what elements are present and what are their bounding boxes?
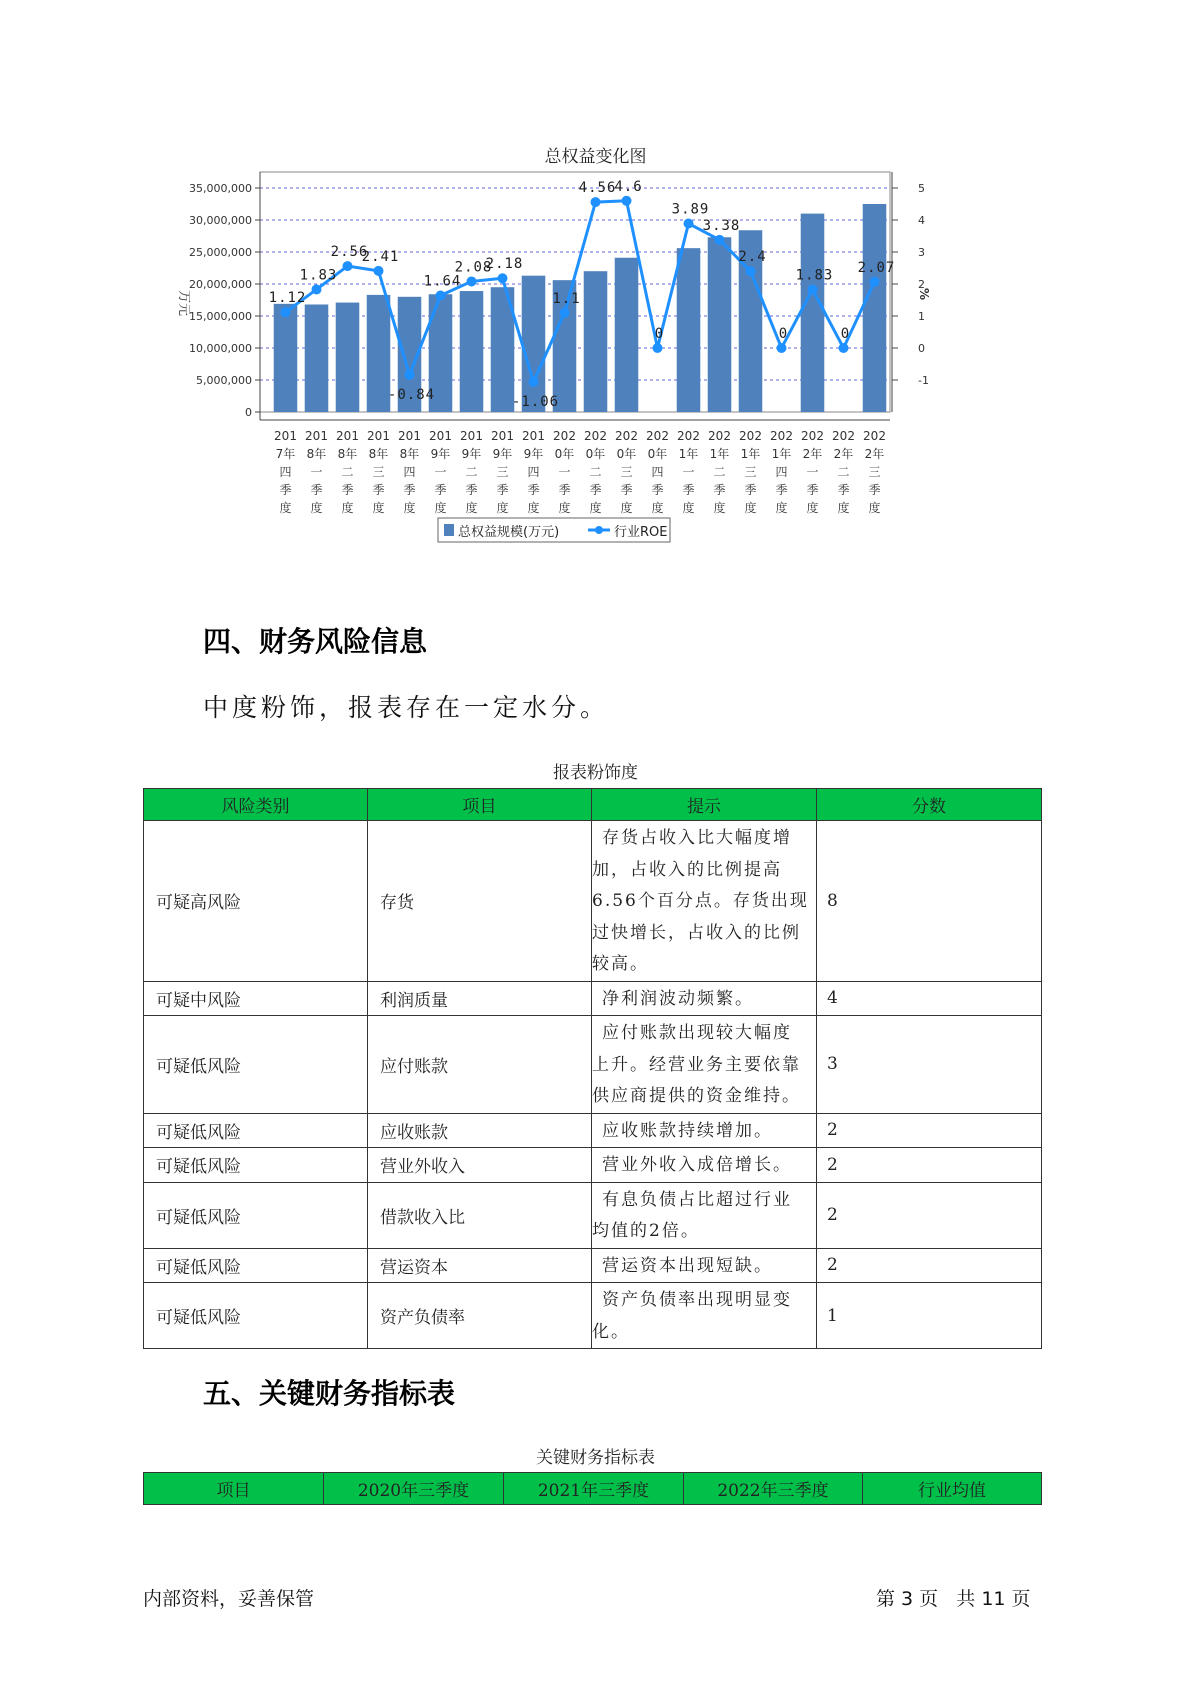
y-tick-label: 25,000,000 <box>189 246 252 259</box>
section5-heading: 五、关键财务指标表 <box>203 1377 456 1410</box>
risk-row <box>144 1248 1042 1283</box>
risk-row <box>144 821 1042 982</box>
x-tick-label: 度 <box>434 501 447 515</box>
y-tick-label: 35,000,000 <box>189 182 252 195</box>
risk-score-cell: 2 <box>817 1148 1042 1183</box>
equity-bar <box>522 276 546 412</box>
x-tick-label: 度 <box>310 501 323 515</box>
equity-bar <box>863 204 887 412</box>
y2-tick-label: 5 <box>918 182 925 195</box>
x-tick-label: 度 <box>527 501 540 515</box>
x-tick-label: 季 <box>806 483 819 497</box>
risk-item-cell: 营运资本 <box>368 1248 592 1283</box>
x-tick-label: 二 <box>465 465 478 479</box>
x-tick-label: 季 <box>434 483 447 497</box>
x-tick-label: 201 <box>429 429 452 443</box>
risk-score-cell: 8 <box>817 821 1042 982</box>
x-tick-label: 2年 <box>833 447 854 461</box>
roe-data-label: 1.12 <box>268 290 307 307</box>
roe-data-label: -1.06 <box>511 393 560 410</box>
x-tick-label: 季 <box>372 483 385 497</box>
x-tick-label: 9年 <box>492 447 513 461</box>
x-tick-label: 季 <box>279 483 292 497</box>
kpi-header-industry-avg: 行业均值 <box>863 1473 1042 1505</box>
risk-category-cell: 可疑低风险 <box>144 1148 368 1183</box>
risk-hint-line: 应付账款出现较大幅度 <box>602 1023 792 1043</box>
x-tick-label: 201 <box>491 429 514 443</box>
risk-row <box>144 981 1042 1016</box>
roe-point <box>405 370 415 380</box>
header-category: 风险类别 <box>144 789 368 821</box>
x-tick-label: 201 <box>398 429 421 443</box>
roe-point <box>870 277 880 287</box>
x-tick-label: 1年 <box>740 447 761 461</box>
section4-heading: 四、财务风险信息 <box>203 625 428 658</box>
equity-bar <box>708 237 732 412</box>
risk-row <box>144 1182 1042 1248</box>
x-tick-label: 202 <box>770 429 793 443</box>
x-tick-label: 202 <box>646 429 669 443</box>
risk-hint-line: 过快增长，占收入的比例 <box>592 922 801 943</box>
x-tick-label: 201 <box>522 429 545 443</box>
risk-hint-line: 供应商提供的资金维持。 <box>592 1086 801 1106</box>
risk-score-cell: 3 <box>817 1016 1042 1114</box>
x-tick-label: 度 <box>589 501 602 515</box>
x-tick-label: 一 <box>310 465 323 479</box>
x-tick-label: 8年 <box>399 447 420 461</box>
roe-point <box>591 197 601 207</box>
legend-bar-swatch <box>444 524 454 536</box>
x-tick-label: 202 <box>615 429 638 443</box>
y2-tick-label: 3 <box>918 246 925 259</box>
equity-bar <box>460 291 484 412</box>
x-tick-label: 季 <box>310 483 323 497</box>
x-tick-label: 三 <box>620 465 633 479</box>
y2-tick-label: 1 <box>918 310 925 323</box>
risk-category-cell: 可疑低风险 <box>144 1248 368 1283</box>
roe-data-label: 1.83 <box>299 267 338 284</box>
header-score: 分数 <box>817 789 1042 821</box>
x-tick-label: 季 <box>465 483 478 497</box>
x-tick-label: 0年 <box>554 447 575 461</box>
x-tick-label: 季 <box>744 483 757 497</box>
risk-score-cell: 2 <box>817 1248 1042 1283</box>
kpi-header-2022q3: 2022年三季度 <box>684 1473 863 1505</box>
x-tick-label: 度 <box>651 501 664 515</box>
x-tick-label: 1年 <box>709 447 730 461</box>
kpi-header-2020q3: 2020年三季度 <box>324 1473 504 1505</box>
risk-hint-line: 净利润波动频繁。 <box>602 988 754 1009</box>
x-tick-label: 二 <box>837 465 850 479</box>
roe-point <box>715 235 725 245</box>
x-tick-label: 三 <box>868 465 881 479</box>
x-tick-label: 202 <box>584 429 607 443</box>
x-tick-label: 季 <box>558 483 571 497</box>
x-tick-label: 二 <box>713 465 726 479</box>
x-tick-label: 202 <box>832 429 855 443</box>
y-tick-label: 0 <box>245 406 252 419</box>
x-tick-label: 四 <box>527 465 540 479</box>
risk-hint-line: 6.56个百分点。存货出现 <box>592 891 809 911</box>
risk-summary: 中度粉饰，报表存在一定水分。 <box>203 693 610 722</box>
x-tick-label: 一 <box>806 465 819 479</box>
roe-data-label: 2.4 <box>738 249 767 266</box>
x-tick-label: 202 <box>677 429 700 443</box>
risk-hint-cell <box>592 1113 817 1148</box>
risk-category-cell: 可疑中风险 <box>144 981 368 1016</box>
x-tick-label: 四 <box>279 465 292 479</box>
x-tick-label: 度 <box>775 501 788 515</box>
kpi-header-2021q3: 2021年三季度 <box>504 1473 684 1505</box>
risk-hint-cell <box>592 821 817 982</box>
x-tick-label: 季 <box>775 483 788 497</box>
x-tick-label: 季 <box>527 483 540 497</box>
x-tick-label: 9年 <box>523 447 544 461</box>
x-tick-label: 201 <box>367 429 390 443</box>
risk-category-cell: 可疑低风险 <box>144 1182 368 1248</box>
y-tick-label: 5,000,000 <box>196 374 252 387</box>
x-tick-label: 2年 <box>802 447 823 461</box>
roe-data-label: 1.83 <box>795 267 834 284</box>
y-tick-label: 30,000,000 <box>189 214 252 227</box>
risk-hint-cell <box>592 1016 817 1114</box>
risk-item-cell: 营业外收入 <box>368 1148 592 1183</box>
x-tick-label: 1年 <box>771 447 792 461</box>
legend-line-marker <box>595 526 603 534</box>
x-tick-label: 0年 <box>585 447 606 461</box>
roe-point <box>467 276 477 286</box>
roe-data-label: 2.56 <box>330 244 369 261</box>
risk-item-cell: 借款收入比 <box>368 1182 592 1248</box>
x-tick-label: 三 <box>744 465 757 479</box>
x-tick-label: 度 <box>403 501 416 515</box>
risk-category-cell: 可疑低风险 <box>144 1283 368 1349</box>
roe-point <box>529 377 539 387</box>
risk-hint-line: 营业外收入成倍增长。 <box>602 1155 792 1175</box>
roe-point <box>560 308 570 318</box>
x-tick-label: 202 <box>801 429 824 443</box>
roe-data-label: 3.89 <box>671 201 710 218</box>
roe-data-label: 3.38 <box>702 217 741 234</box>
risk-category-cell: 可疑低风险 <box>144 1113 368 1148</box>
x-tick-label: 四 <box>775 465 788 479</box>
x-tick-label: 202 <box>863 429 886 443</box>
x-tick-label: 度 <box>372 501 385 515</box>
roe-point <box>281 307 291 317</box>
risk-row <box>144 1016 1042 1114</box>
equity-bar <box>305 304 329 412</box>
equity-bar <box>677 248 701 412</box>
x-tick-label: 202 <box>739 429 762 443</box>
x-tick-label: 度 <box>341 501 354 515</box>
risk-score-cell: 1 <box>817 1283 1042 1349</box>
x-tick-label: 9年 <box>461 447 482 461</box>
x-tick-label: 二 <box>589 465 602 479</box>
risk-row <box>144 1283 1042 1349</box>
risk-table <box>143 788 1042 1349</box>
x-tick-label: 三 <box>372 465 385 479</box>
x-tick-label: 四 <box>403 465 416 479</box>
x-tick-label: 度 <box>837 501 850 515</box>
roe-data-label: 2.41 <box>361 248 400 265</box>
x-tick-label: 202 <box>553 429 576 443</box>
risk-score-cell: 2 <box>817 1113 1042 1148</box>
roe-data-label: 1.1 <box>552 290 581 307</box>
roe-data-label: 2.08 <box>454 259 493 276</box>
x-tick-label: 9年 <box>430 447 451 461</box>
x-tick-label: 201 <box>305 429 328 443</box>
y2-tick-label: 0 <box>918 342 925 355</box>
risk-category-cell: 可疑低风险 <box>144 1016 368 1114</box>
risk-hint-line: 化。 <box>592 1321 630 1342</box>
roe-point <box>498 273 508 283</box>
risk-hint-line: 存货占收入比大幅度增 <box>602 828 792 848</box>
x-tick-label: 0年 <box>647 447 668 461</box>
risk-row <box>144 1148 1042 1183</box>
roe-data-label: 2.18 <box>485 256 524 273</box>
x-tick-label: 季 <box>589 483 602 497</box>
roe-point <box>622 196 632 206</box>
x-tick-label: 7年 <box>275 447 296 461</box>
roe-data-label: 1.64 <box>423 273 462 290</box>
equity-bar <box>367 295 391 412</box>
x-tick-label: 四 <box>651 465 664 479</box>
risk-item-cell: 应付账款 <box>368 1016 592 1114</box>
risk-hint-line: 加，占收入的比例提高 <box>592 859 782 880</box>
y-axis-label: 万元 <box>176 290 191 317</box>
x-tick-label: 季 <box>403 483 416 497</box>
y2-tick-label: 2 <box>918 278 925 291</box>
x-tick-label: 度 <box>744 501 757 515</box>
y2-axis-label: % <box>917 288 931 301</box>
risk-hint-line: 应收账款持续增加。 <box>602 1120 773 1141</box>
legend-line-label: 行业ROE <box>614 525 668 540</box>
x-tick-label: 度 <box>465 501 478 515</box>
roe-point <box>374 266 384 276</box>
x-tick-label: 8年 <box>306 447 327 461</box>
roe-point <box>684 219 694 229</box>
x-tick-label: 一 <box>434 465 447 479</box>
x-tick-label: 季 <box>620 483 633 497</box>
x-tick-label: 0年 <box>616 447 637 461</box>
x-tick-label: 202 <box>708 429 731 443</box>
roe-point <box>653 343 663 353</box>
risk-hint-line: 有息负债占比超过行业 <box>602 1189 792 1210</box>
risk-hint-cell <box>592 981 817 1016</box>
equity-bar <box>801 214 825 412</box>
risk-hint-line: 较高。 <box>592 954 649 974</box>
roe-data-label: 0 <box>654 326 665 342</box>
header-item: 项目 <box>368 789 592 821</box>
x-tick-label: 季 <box>682 483 695 497</box>
risk-hint-line: 营运资本出现短缺。 <box>602 1255 773 1276</box>
risk-score-cell: 2 <box>817 1182 1042 1248</box>
x-tick-label: 三 <box>496 465 509 479</box>
x-tick-label: 度 <box>279 501 292 515</box>
roe-data-label: 2.07 <box>857 259 896 276</box>
kpi-table-caption: 关键财务指标表 <box>536 1448 655 1468</box>
equity-bar <box>615 258 639 412</box>
page-number: 第 3 页 共 11 页 <box>876 1588 1031 1610</box>
x-tick-label: 1年 <box>678 447 699 461</box>
equity-bar <box>584 271 608 412</box>
x-tick-label: 度 <box>868 501 881 515</box>
risk-hint-cell <box>592 1148 817 1183</box>
x-tick-label: 季 <box>496 483 509 497</box>
x-tick-label: 季 <box>713 483 726 497</box>
risk-item-cell: 资产负债率 <box>368 1283 592 1349</box>
x-tick-label: 度 <box>806 501 819 515</box>
risk-item-cell: 应收账款 <box>368 1113 592 1148</box>
footer-confidential: 内部资料，妥善保管 <box>143 1588 315 1610</box>
x-tick-label: 度 <box>713 501 726 515</box>
roe-point <box>777 343 787 353</box>
x-tick-label: 二 <box>341 465 354 479</box>
risk-hint-line: 均值的2倍。 <box>592 1221 700 1241</box>
kpi-header-item: 项目 <box>144 1473 324 1505</box>
x-tick-label: 季 <box>651 483 664 497</box>
risk-hint-cell <box>592 1283 817 1349</box>
risk-score-cell: 4 <box>817 981 1042 1016</box>
x-tick-label: 一 <box>558 465 571 479</box>
x-tick-label: 一 <box>682 465 695 479</box>
y2-tick-label: 4 <box>918 214 925 227</box>
x-tick-label: 季 <box>341 483 354 497</box>
y2-tick-label: -1 <box>918 374 929 387</box>
kpi-table <box>143 1472 1042 1505</box>
roe-point <box>808 284 818 294</box>
x-tick-label: 201 <box>274 429 297 443</box>
kpi-table-header <box>144 1473 1042 1505</box>
x-tick-label: 度 <box>558 501 571 515</box>
legend-bar-label: 总权益规模(万元) <box>458 525 560 540</box>
risk-hint-cell <box>592 1248 817 1283</box>
x-tick-label: 8年 <box>337 447 358 461</box>
x-tick-label: 201 <box>336 429 359 443</box>
x-tick-label: 季 <box>868 483 881 497</box>
roe-data-label: -0.84 <box>387 386 436 403</box>
x-tick-label: 度 <box>682 501 695 515</box>
roe-data-label: 4.6 <box>614 178 643 195</box>
roe-point <box>312 284 322 294</box>
equity-chart <box>170 170 1010 590</box>
roe-point <box>839 343 849 353</box>
x-tick-label: 度 <box>496 501 509 515</box>
roe-point <box>436 291 446 301</box>
risk-item-cell: 存货 <box>368 821 592 982</box>
roe-point <box>343 261 353 271</box>
risk-hint-line: 上升。经营业务主要依靠 <box>592 1054 801 1075</box>
roe-data-label: 0 <box>778 326 789 342</box>
x-tick-label: 201 <box>460 429 483 443</box>
x-tick-label: 8年 <box>368 447 389 461</box>
y-tick-label: 10,000,000 <box>189 342 252 355</box>
risk-hint-cell <box>592 1182 817 1248</box>
risk-table-header <box>144 789 1042 821</box>
x-tick-label: 季 <box>837 483 850 497</box>
x-tick-label: 2年 <box>864 447 885 461</box>
y-tick-label: 15,000,000 <box>189 310 252 323</box>
x-tick-label: 度 <box>620 501 633 515</box>
header-hint: 提示 <box>592 789 817 821</box>
risk-item-cell: 利润质量 <box>368 981 592 1016</box>
chart-title: 总权益变化图 <box>544 147 647 167</box>
roe-point <box>746 266 756 276</box>
equity-bar <box>274 304 298 412</box>
y-tick-label: 20,000,000 <box>189 278 252 291</box>
risk-row <box>144 1113 1042 1148</box>
equity-bar <box>336 303 360 412</box>
risk-hint-line: 资产负债率出现明显变 <box>602 1290 792 1310</box>
roe-data-label: 4.56 <box>578 180 617 197</box>
roe-data-label: 0 <box>840 326 851 342</box>
risk-table-caption: 报表粉饰度 <box>553 763 638 783</box>
risk-category-cell: 可疑高风险 <box>144 821 368 982</box>
